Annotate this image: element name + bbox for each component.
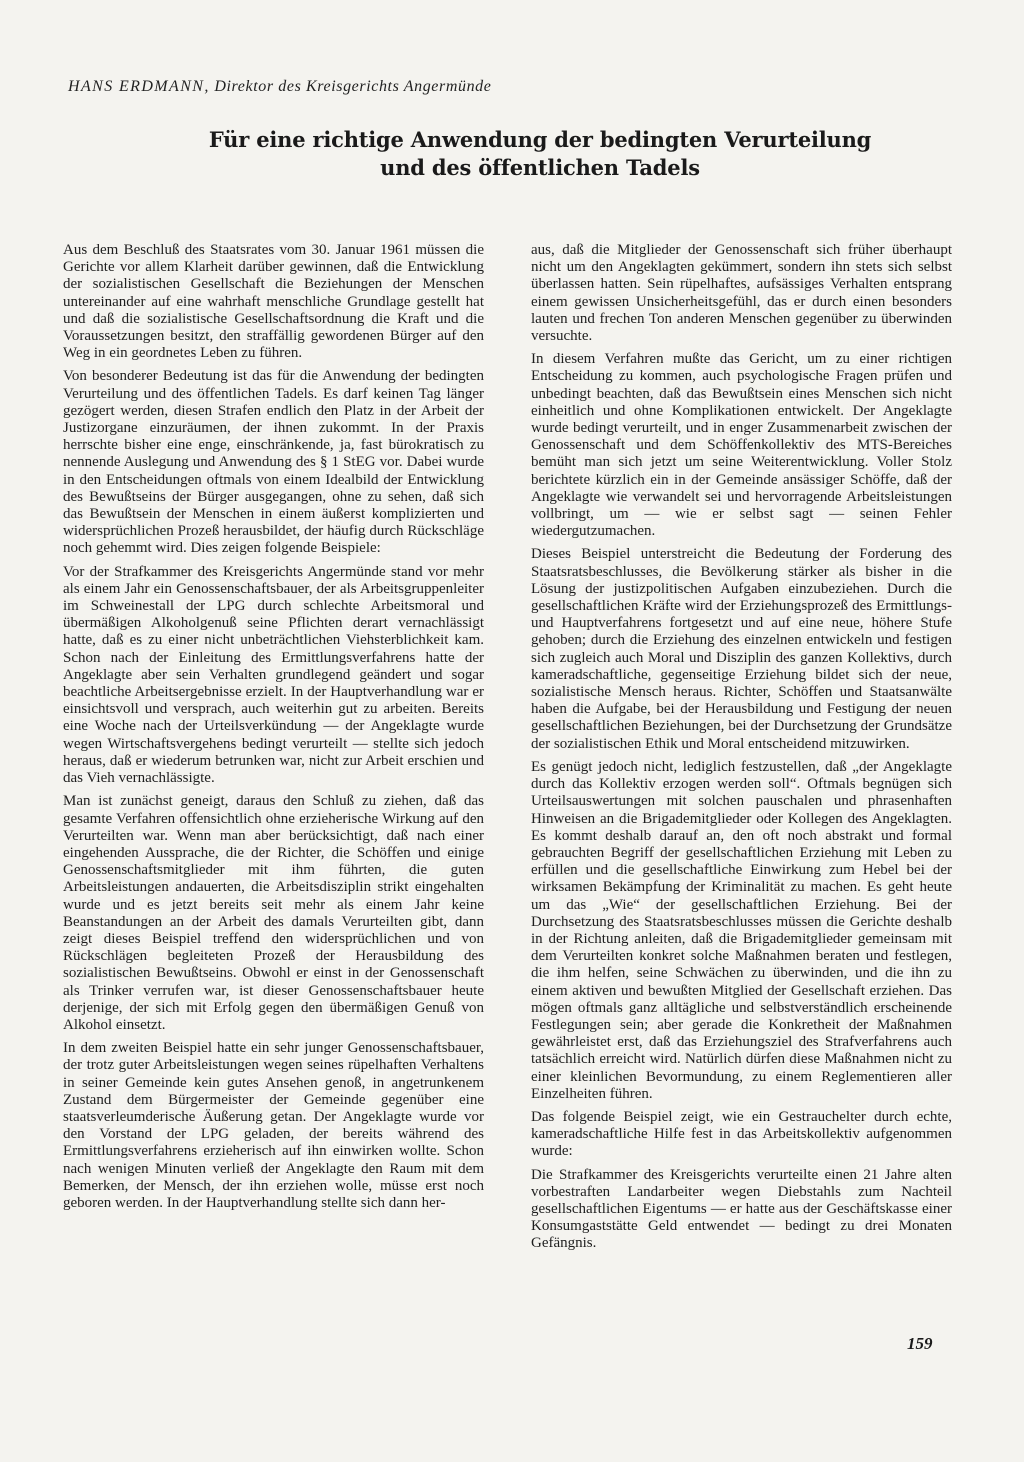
author-line: [68, 78, 928, 96]
paragraph: Das folgende Beispiel zeigt, wie ein Gestrauchelter durch echte, kameradschaftliche Hilfe fest in das Arbeitskollektiv aufgenommen wurde:: [531, 1108, 952, 1160]
paragraph: Aus dem Beschluß des Staatsrates vom 30. Januar 1961 müssen die Gerichte vor allem Klarheit darüber gewinnen, daß die Entwicklung der sozialistischen Gesellschaft die Beziehungen der Menschen untereinander auf eine wahrhaft menschliche Grundlage gestellt hat und daß die sozialistische Gesellschaftsordnung die Kraft und die Voraussetzungen besitzt, den straffällig gewordenen Bürger auf den Weg in ein geordnetes Leben zu führen.: [63, 242, 484, 362]
paragraph: Man ist zunächst geneigt, daraus den Schluß zu ziehen, daß das gesamte Verfahren offensichtlich ohne erzieherische Wirkung auf den Verurteilten war. Wenn man aber berücksichtigt, daß nach einer eingehenden Aussprache, die der Richter, die Schöffen und einige Genossenschaftsmitglieder mit ihm führten, die guten Arbeitsleistungen andauerten, die Arbeitsdisziplin strikt eingehalten wurde und es jetzt bereits seit mehr als einem Jahr keine Beanstandungen an der Arbeit des damals Verurteilten gibt, dann zeigt dieses Beispiel treffend den widersprüchlichen und von Rückschlägen begleiteten Prozeß der Herausbildung des sozialistischen Bewußtseins. Obwohl er einst in der Genossenschaft als Trinker verrufen war, ist dieser Genossenschaftsbauer heute derjenige, der sich mit Erfolg gegen den übermäßigen Genuß von Alkohol einsetzt.: [63, 793, 484, 1033]
paragraph: Dieses Beispiel unterstreicht die Bedeutung der Forderung des Staatsratsbeschlusses, die Bevölkerung stärker als bisher in die Lösung der justizpolitischen Aufgaben einzubeziehen. Durch die gesellschaftlichen Kräfte wird der Erziehungsprozeß des Ermittlungs- und Hauptverfahrens fortgesetzt und auf eine neue, höhere Stufe gehoben; durch die Erziehung des einzelnen entwickeln und festigen sich zugleich auch Moral und Disziplin des ganzen Kollektivs, durch kameradschaftliche, gegenseitige Erziehung bildet sich der neue, sozialistische Mensch heraus. Richter, Schöffen und Staatsanwälte haben die Aufgabe, bei der Herausbildung und Festigung der neuen gesellschaftlichen Beziehungen, bei der Durchsetzung der Grundsätze der sozialistischen Ethik und Moral entscheidend mitzuwirken.: [531, 546, 952, 752]
paragraph: In diesem Verfahren mußte das Gericht, um zu einer richtigen Entscheidung zu kommen, auch psychologische Fragen prüfen und unbedingt beachten, daß das Bewußtsein eines Menschen sich nicht einheitlich und ohne Komplikationen entwickelt. Der Angeklagte wurde bedingt verurteilt, und in enger Zusammenarbeit zwischen der Genossenschaft und dem Schöffenkollektiv des MTS-Bereiches bemüht man sich jetzt um seine Weiterentwicklung. Voller Stolz berichtete kürzlich ein in der Gemeinde ansässiger Schöffe, daß der Angeklagte wie verwandelt sei und hervorragende Arbeitsleistungen vollbringt, um — wie er selbst sagt — seinen Fehler wiedergutzumachen.: [531, 351, 952, 540]
paragraph: Es genügt jedoch nicht, lediglich festzustellen, daß „der Angeklagte durch das Kollektiv erzogen werden soll“. Oftmals begnügen sich Urteilsauswertungen mit solchen pauschalen und phrasenhaften Hinweisen an die Brigademitglieder oder Kollegen des Angeklagten. Es kommt deshalb darauf an, den oft noch abstrakt und formal gebrauchten Begriff der gesellschaftlichen Erziehung mit Leben zu erfüllen und die gesellschaftliche Einwirkung zum Hebel bei der wirksamen Bekämpfung der Kriminalität zu machen. Es geht heute um das „Wie“ der gesellschaftlichen Erziehung. Bei der Durchsetzung des Staatsratsbeschlusses müssen die Gerichte deshalb in der Richtung anleiten, daß die Brigademitglieder gemeinsam mit dem Verurteilten konkret solche Maßnahmen beraten und festlegen, die ihm helfen, seine Schwächen zu überwinden, und die ihn zu einem aktiven und bewußten Mitglied der Gesellschaft erziehen. Das mögen oftmals ganz alltägliche und selbstverständlich erscheinende Festlegungen sein; aber gerade die Konkretheit der Maßnahmen gewährleistet erst, daß das Erziehungsziel des Strafverfahrens auch tatsächlich erreicht wird. Natürlich dürfen diese Maßnahmen nicht zu einer kleinlichen Bevormundung, zu einem Reglementieren aller Einzelheiten führen.: [531, 758, 952, 1102]
article-title-line-1: Für eine richtige Anwendung der bedingten Verurteilung: [208, 127, 872, 152]
article-title: [140, 126, 940, 182]
right-column: [531, 242, 952, 1259]
page-number: 159: [907, 1334, 933, 1353]
author-name: HANS ERDMANN,: [68, 78, 210, 95]
article-title-line-2: und des öffentlichen Tadels: [380, 155, 700, 180]
paragraph: Von besonderer Bedeutung ist das für die Anwendung der bedingten Verurteilung und des öffentlichen Tadels. Es darf keinen Tag länger gezögert werden, diesen Strafen endlich den Platz in der Arbeit der Justizorgane einzuräumen, der ihnen zukommt. In der Praxis herrschte bisher eine enge, einschränkende, ja, fast bürokratisch zu nennende Auslegung und Anwendung des § 1 StEG vor. Dabei wurde in den Entscheidungen oftmals von einem Idealbild der Entwicklung des Bewußtseins der Bürger ausgegangen, ohne zu sehen, daß sich das Bewußtsein der Menschen in einem äußerst komplizierten und widersprüchlichen Prozeß herausbildet, der häufig durch Rückschläge noch gehemmt wird. Dies zeigen folgende Beispiele:: [63, 368, 484, 557]
paragraph: Vor der Strafkammer des Kreisgerichts Angermünde stand vor mehr als einem Jahr ein Genossenschaftsbauer, der als Arbeitsgruppenleiter im Schweinestall der LPG durch schlechte Arbeitsmoral und übermäßigen Alkoholgenuß seine Pflichten derart vernachlässigt hatte, daß es zu einer nicht unbeträchtlichen Viehsterblichkeit kam. Schon nach der Einleitung des Ermittlungsverfahrens hatte der Angeklagte aber sein Verhalten grundlegend geändert und sogar beachtliche Arbeitsergebnisse erzielt. In der Hauptverhandlung war er einsichtsvoll und versprach, auch weiterhin gut zu arbeiten. Bereits eine Woche nach der Urteilsverkündung — der Angeklagte wurde wegen Wirtschaftsvergehens bedingt verurteilt — stellte sich jedoch heraus, daß er wiederum betrunken war, nicht zur Arbeit erschien und das Vieh vernachlässigte.: [63, 563, 484, 787]
author-role: Direktor des Kreisgerichts Angermünde: [214, 78, 492, 95]
paragraph: aus, daß die Mitglieder der Genossenschaft sich früher überhaupt nicht um den Angeklagten gekümmert, sondern ihn stets sich selbst überlassen hatten. Sein rüpelhaftes, aufsässiges Verhalten entsprang einem gewissen Unsicherheitsgefühl, das er durch einen besonders lauten und frechen Ton anderen Menschen gegenüber zu überwinden versuchte.: [531, 242, 952, 345]
left-column: [63, 242, 484, 1218]
paragraph: In dem zweiten Beispiel hatte ein sehr junger Genossenschaftsbauer, der trotz guter Arbeitsleistungen wegen seines rüpelhaften Verhaltens in seiner Gemeinde kein gutes Ansehen genoß, in angetrunkenem Zustand dem Bürgermeister der Gemeinde gegenüber eine staatsverleumderische Äußerung getan. Der Angeklagte wurde vor den Vorstand der LPG geladen, der bereits während des Ermittlungsverfahrens erzieherisch auf ihn einwirken wollte. Schon nach wenigen Minuten verließ der Angeklagte den Raum mit dem Bemerken, der Mensch, der ihn erziehen wolle, müsse erst noch geboren werden. In der Hauptverhandlung stellte sich dann her-: [63, 1040, 484, 1211]
paragraph: Die Strafkammer des Kreisgerichts verurteilte einen 21 Jahre alten vorbestraften Landarbeiter wegen Diebstahls zum Nachteil gesellschaftlichen Eigentums — er hatte aus der Geschäftskasse einer Konsumgaststätte Geld entwendet — bedingt zu drei Monaten Gefängnis.: [531, 1166, 952, 1252]
